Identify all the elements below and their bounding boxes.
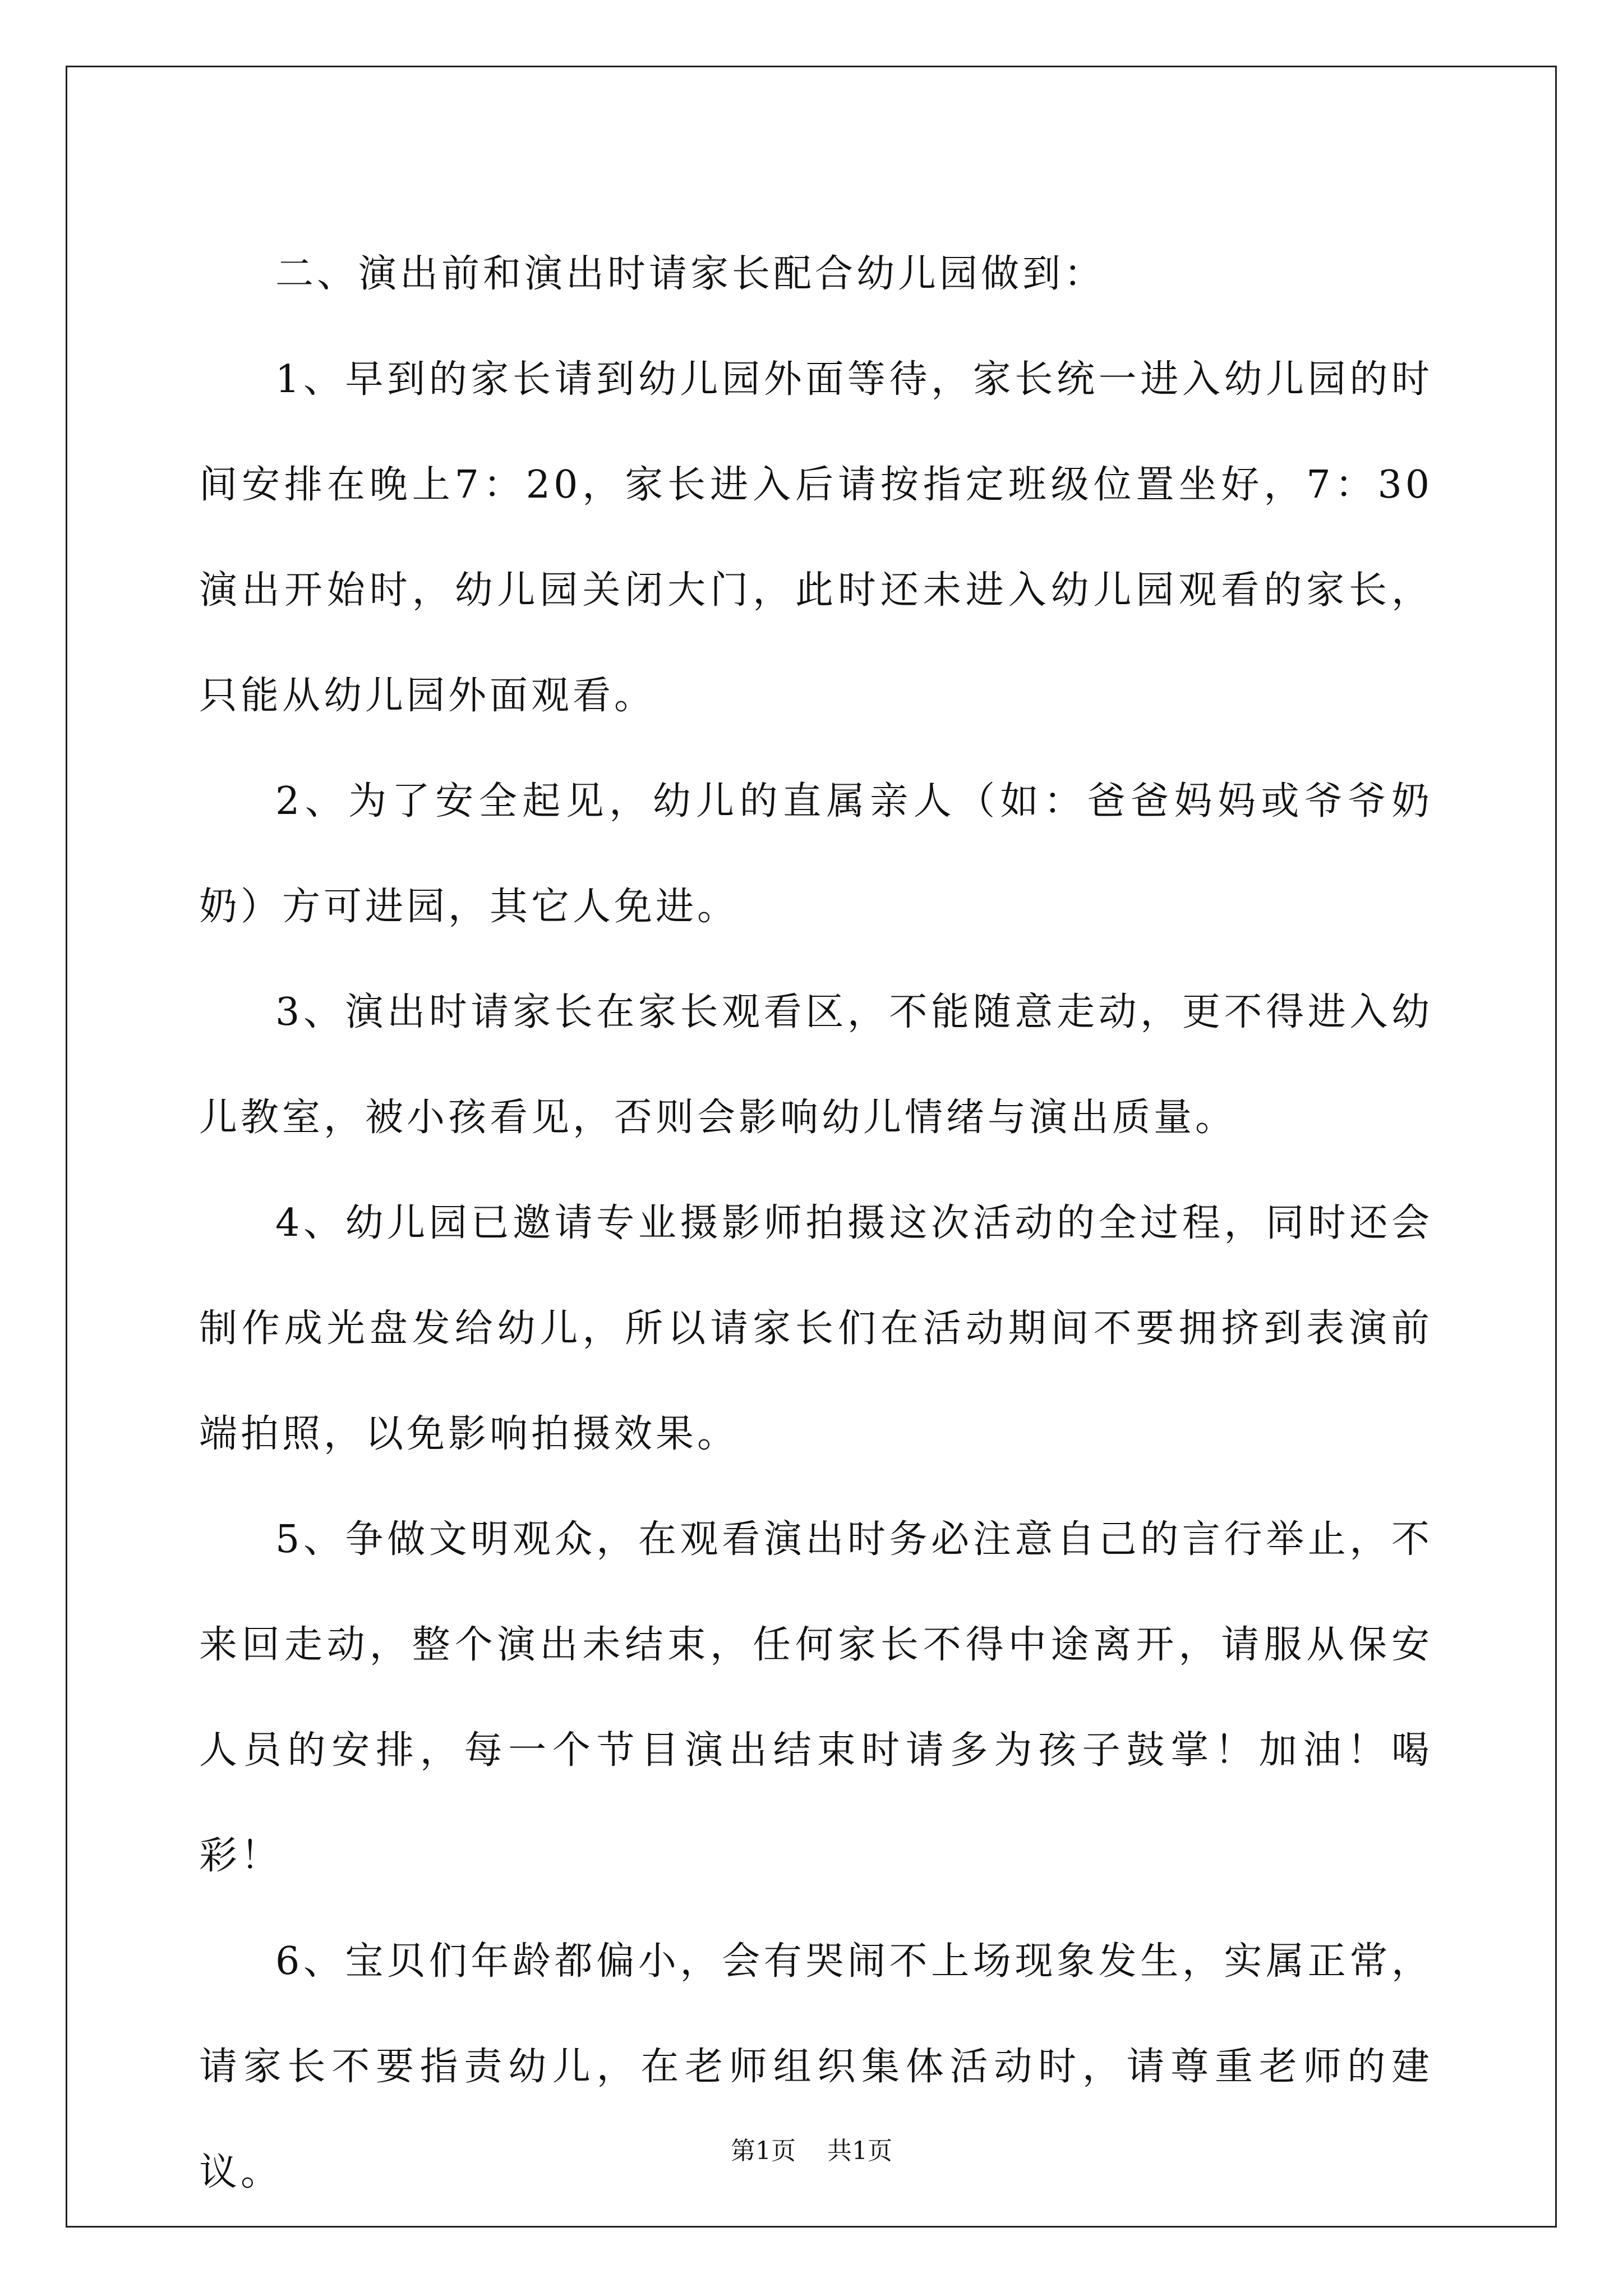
- paragraph-1: 1、早到的家长请到幼儿园外面等待，家长统一进入幼儿园的时间安排在晚上7：20，家长进入后请按指定班级位置坐好，7：30演出开始时，幼儿园关闭大门，此时还未进入幼儿园观看的家长，只能从幼儿园外面观看。: [199, 357, 1433, 718]
- paragraph-2: 2、为了安全起见，幼儿的直属亲人（如：爸爸妈妈或爷爷奶奶）方可进园，其它人免进。: [199, 779, 1433, 929]
- section-heading: 二、演出前和演出时请家长配合幼儿园做到：: [275, 252, 1106, 296]
- paragraph-6: 6、宝贝们年龄都偏小，会有哭闹不上场现象发生，实属正常，请家长不要指责幼儿，在老师组织集体活动时，请尊重老师的建议。: [199, 1939, 1433, 2194]
- paragraph-3: 3、演出时请家长在家长观看区，不能随意走动，更不得进入幼儿教室，被小孩看见，否则会影响幼儿情绪与演出质量。: [199, 990, 1433, 1140]
- paragraph-4: 4、幼儿园已邀请专业摄影师拍摄这次活动的全过程，同时还会制作成光盘发给幼儿，所以请家长们在活动期间不要拥挤到表演前端拍照，以免影响拍摄效果。: [199, 1201, 1433, 1456]
- document-body: [199, 222, 1433, 2225]
- page-total: 共1页: [827, 2137, 892, 2165]
- page-footer: [0, 2131, 1623, 2166]
- paragraph-5: 5、争做文明观众，在观看演出时务必注意自己的言行举止，不来回走动，整个演出未结束，任何家长不得中途离开，请服从保安人员的安排，每一个节目演出结束时请多为孩子鼓掌！加油！喝彩！: [199, 1517, 1433, 1878]
- page-number: 第1页: [731, 2137, 796, 2165]
